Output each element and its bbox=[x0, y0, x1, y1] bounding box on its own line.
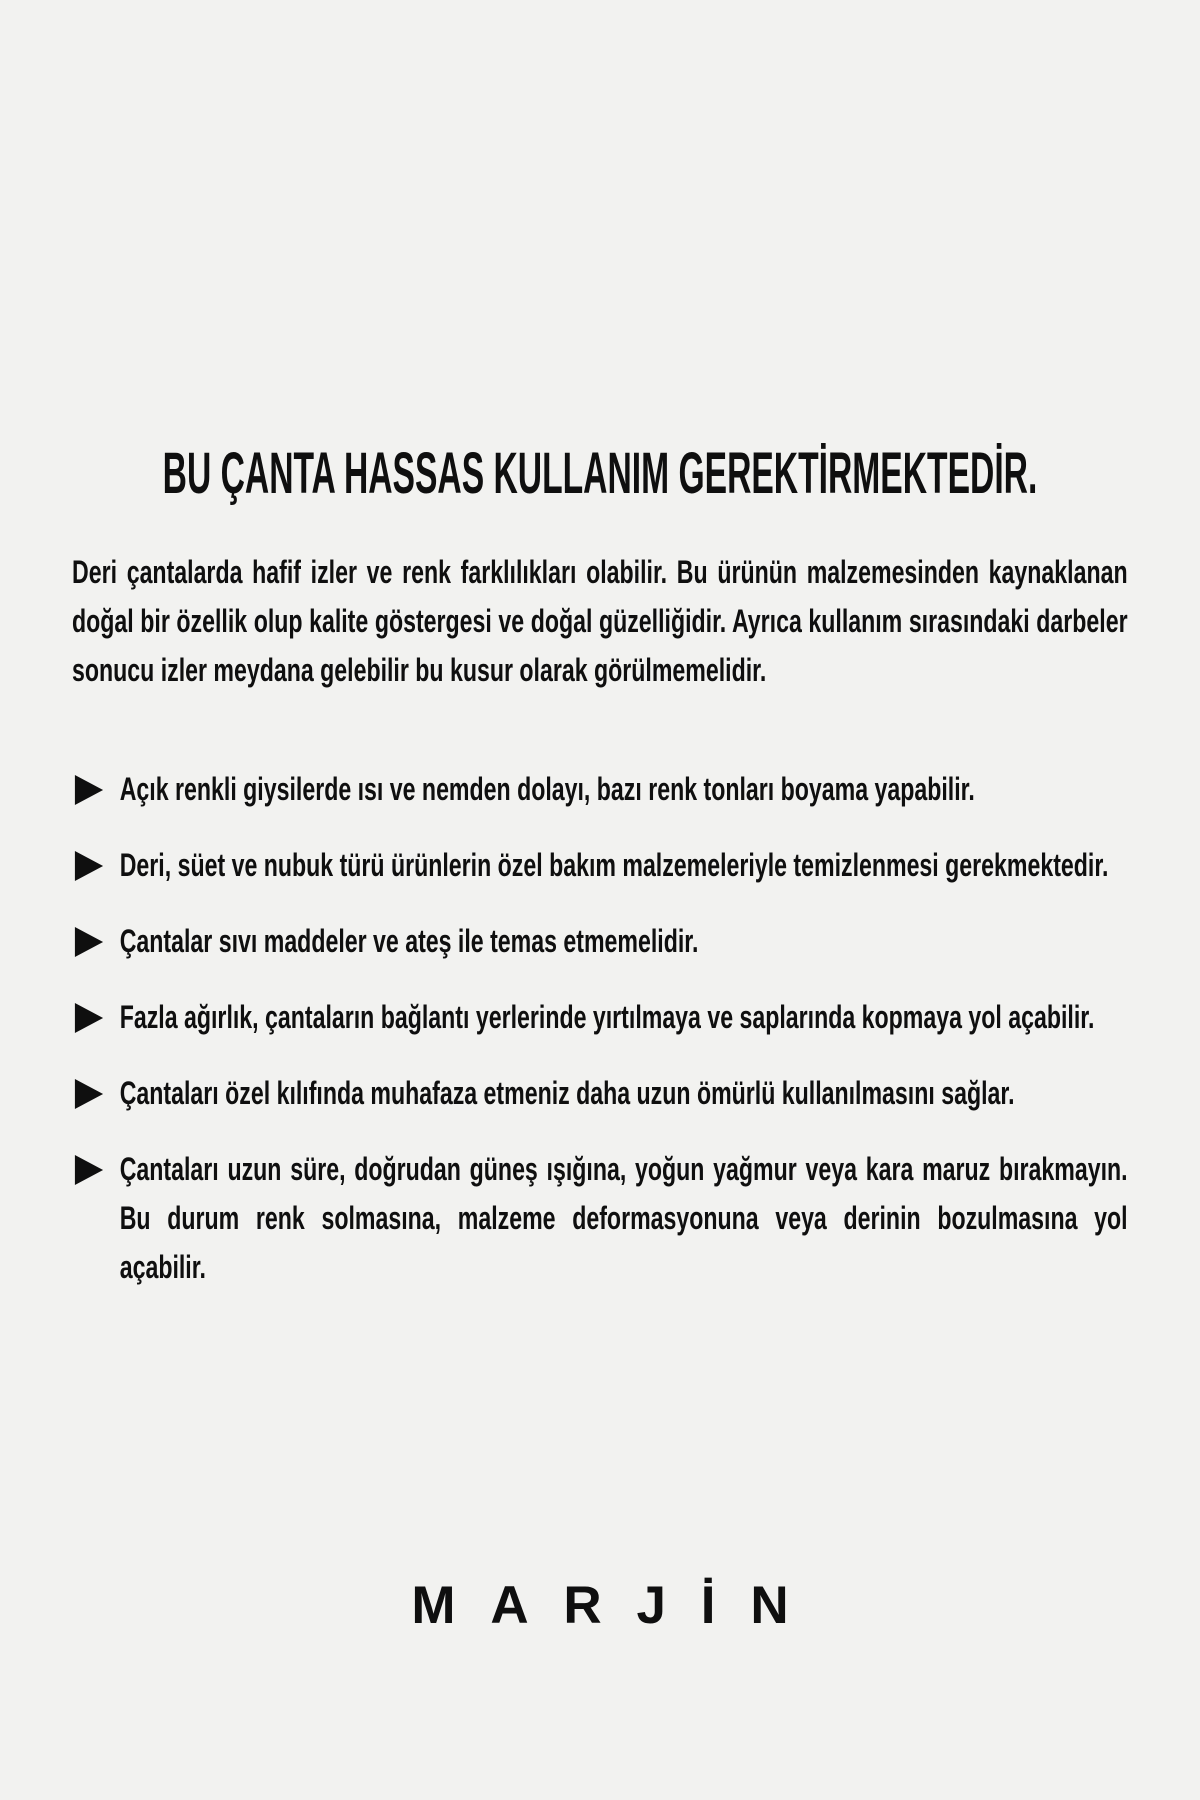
list-item bbox=[72, 765, 1128, 814]
list-item bbox=[72, 1145, 1128, 1292]
right-triangle-bullet-icon bbox=[75, 851, 103, 881]
list-item-text: Çantaları uzun süre, doğrudan güneş ışığına, yoğun yağmur veya kara maruz bırakmayın. Bu durum renk solmasına, malzeme deformasyonuna veya derinin bozulmasına yol açabilir. bbox=[119, 1151, 1128, 1285]
page-title: BU ÇANTA HASSAS KULLANIM GEREKTİRMEKTEDİR. bbox=[162, 441, 1038, 506]
list-item bbox=[72, 1069, 1128, 1118]
right-triangle-bullet-icon bbox=[75, 775, 103, 805]
right-triangle-bullet-icon bbox=[75, 927, 103, 957]
content-column bbox=[72, 548, 1128, 1319]
list-item-text: Açık renkli giysilerde ısı ve nemden dolayı, bazı renk tonları boyama yapabilir. bbox=[119, 771, 975, 807]
list-item bbox=[72, 993, 1128, 1042]
list-item-text: Çantaları özel kılıfında muhafaza etmeniz daha uzun ömürlü kullanılmasını sağlar. bbox=[119, 1075, 1015, 1111]
list-item-text: Deri, süet ve nubuk türü ürünlerin özel bakım malzemeleriyle temizlenmesi gerekmektedir. bbox=[119, 847, 1109, 883]
list-item-text: Fazla ağırlık, çantaların bağlantı yerlerinde yırtılmaya ve saplarında kopmaya yol açabilir. bbox=[119, 999, 1095, 1035]
care-instructions-list bbox=[72, 765, 1128, 1292]
right-triangle-bullet-icon bbox=[75, 1003, 103, 1033]
right-triangle-bullet-icon bbox=[75, 1079, 103, 1109]
list-item bbox=[72, 841, 1128, 890]
list-item bbox=[72, 917, 1128, 966]
intro-paragraph: Deri çantalarda hafif izler ve renk farklılıkları olabilir. Bu ürünün malzemesinden kaynaklanan doğal bir özellik olup kalite göstergesi ve doğal güzelliğidir. Ayrıca kullanım sırasındaki darbeler sonucu izler meydana gelebilir bu kusur olarak görülmemelidir. bbox=[72, 554, 1128, 688]
brand-logo: MARJİN bbox=[411, 1576, 824, 1635]
right-triangle-bullet-icon bbox=[75, 1155, 103, 1185]
list-item-text: Çantalar sıvı maddeler ve ateş ile temas etmemelidir. bbox=[119, 923, 699, 959]
